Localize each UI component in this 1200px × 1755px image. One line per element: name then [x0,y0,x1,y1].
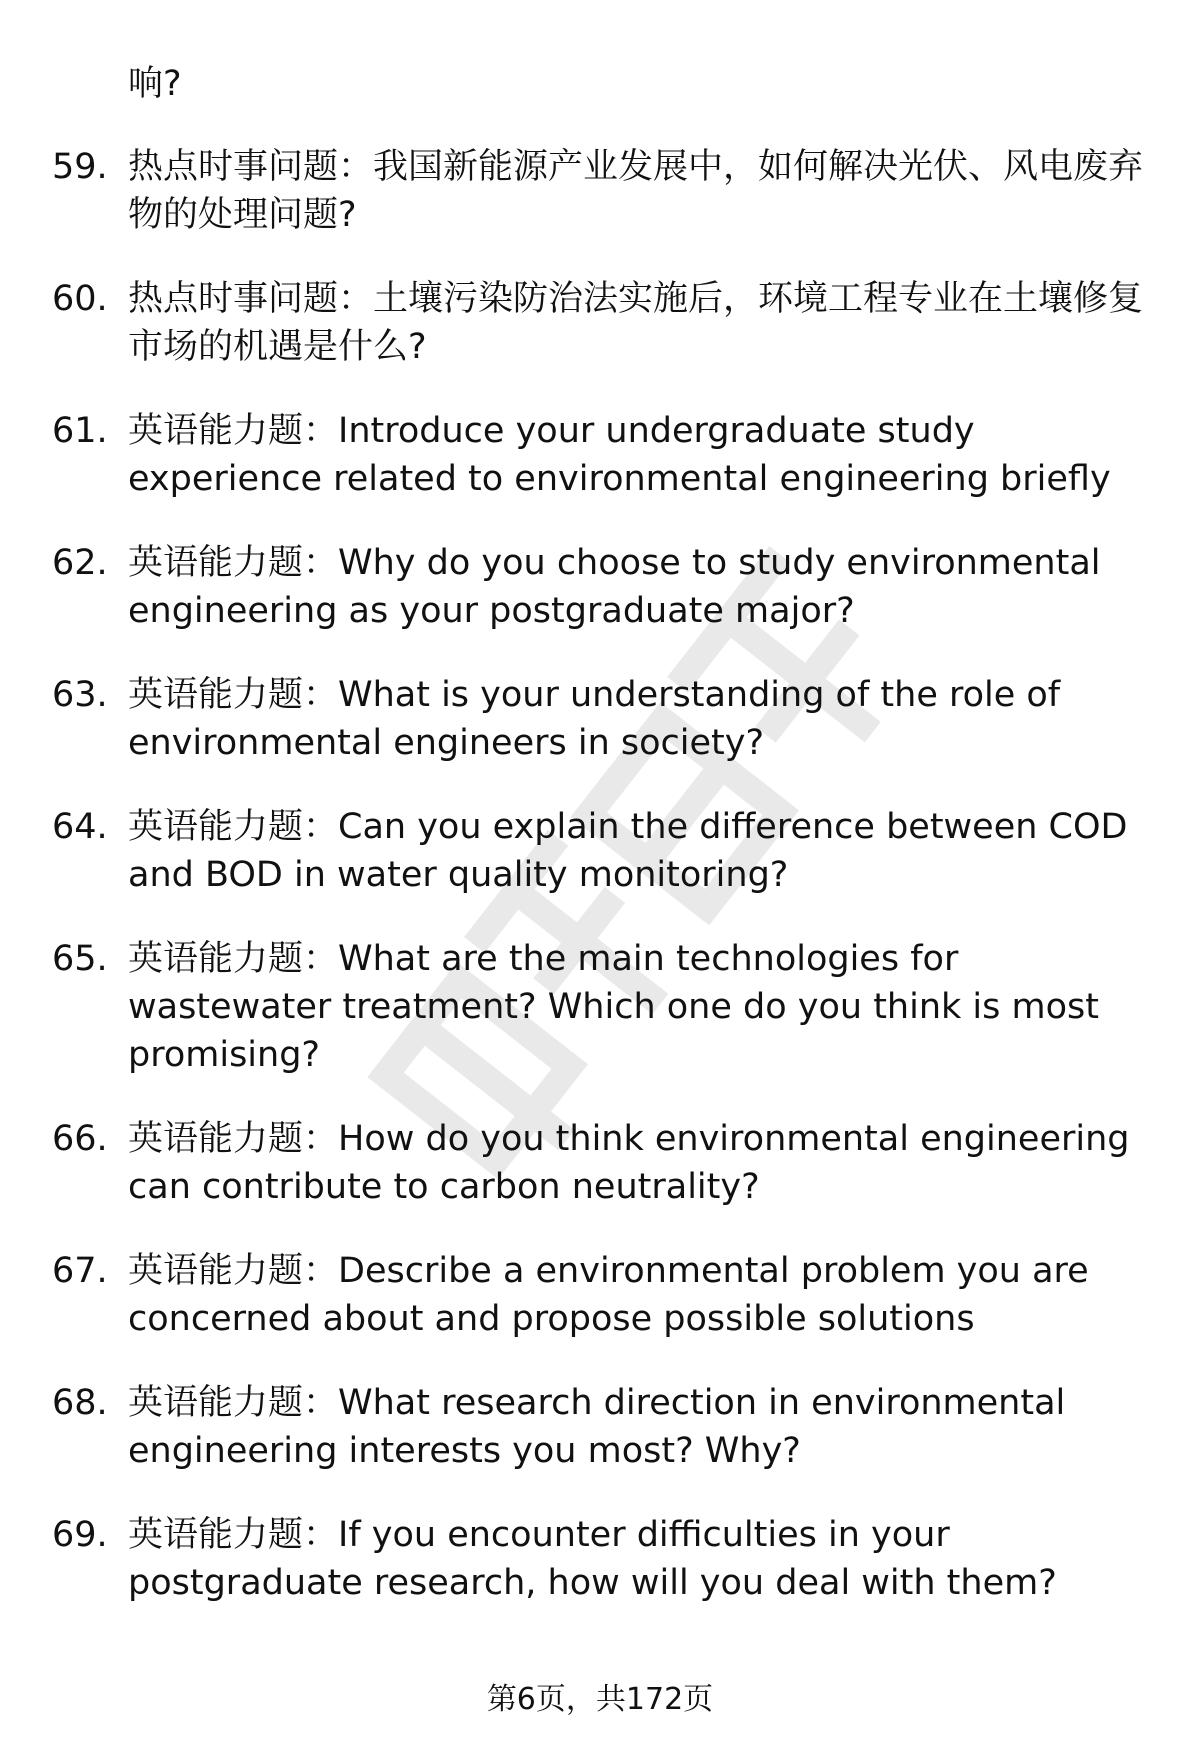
question-number: 68. [52,1383,108,1423]
question-item [52,671,1162,767]
question-item [52,143,1162,239]
question-item [52,1247,1162,1343]
question-number: 60. [52,279,108,319]
question-number: 62. [52,543,108,583]
question-item [52,1379,1162,1475]
question-text: 英语能力题：Can you explain the difference between COD and BOD in water quality monitoring? [128,807,1128,895]
question-item [52,1115,1162,1211]
question-item [52,935,1162,1079]
question-text: 热点时事问题：土壤污染防治法实施后，环境工程专业在土壤修复市场的机遇是什么? [128,279,1144,367]
question-item [52,803,1162,899]
question-number: 65. [52,939,108,979]
question-item [52,275,1162,371]
question-text: 英语能力题：What research direction in environmental engineering interests you most? Why? [128,1383,1066,1471]
question-text: 英语能力题：Why do you choose to study environmental engineering as your postgraduate major? [128,543,1101,631]
question-number: 64. [52,807,108,847]
question-number: 66. [52,1119,108,1159]
question-item [52,1511,1162,1607]
question-number: 69. [52,1515,108,1555]
question-number: 67. [52,1251,108,1291]
question-text: 英语能力题：What is your understanding of the role of environmental engineers in society? [128,675,1061,763]
question-item [52,539,1162,635]
question-text: 英语能力题：How do you think environmental engineering can contribute to carbon neutrality? [128,1119,1130,1207]
question-number: 59. [52,147,108,187]
question-text: 英语能力题：What are the main technologies for wastewater treatment? Which one do you think is most promising? [128,939,1099,1075]
question-text: 英语能力题：If you encounter difficulties in your postgraduate research, how will you deal with them? [128,1515,1057,1603]
continuation-text: 响? [128,64,182,104]
question-text: 热点时事问题：我国新能源产业发展中，如何解决光伏、风电废弃物的处理问题? [128,147,1144,235]
question-list [52,143,1162,1643]
question-number: 61. [52,411,108,451]
question-item [52,407,1162,503]
question-number: 63. [52,675,108,715]
question-text: 英语能力题：Introduce your undergraduate study experience related to environmental engineering briefly [128,411,1111,499]
question-text: 英语能力题：Describe a environmental problem you are concerned about and propose possible solutions [128,1251,1089,1339]
page-footer: 第6页，共172页 [486,1682,714,1717]
